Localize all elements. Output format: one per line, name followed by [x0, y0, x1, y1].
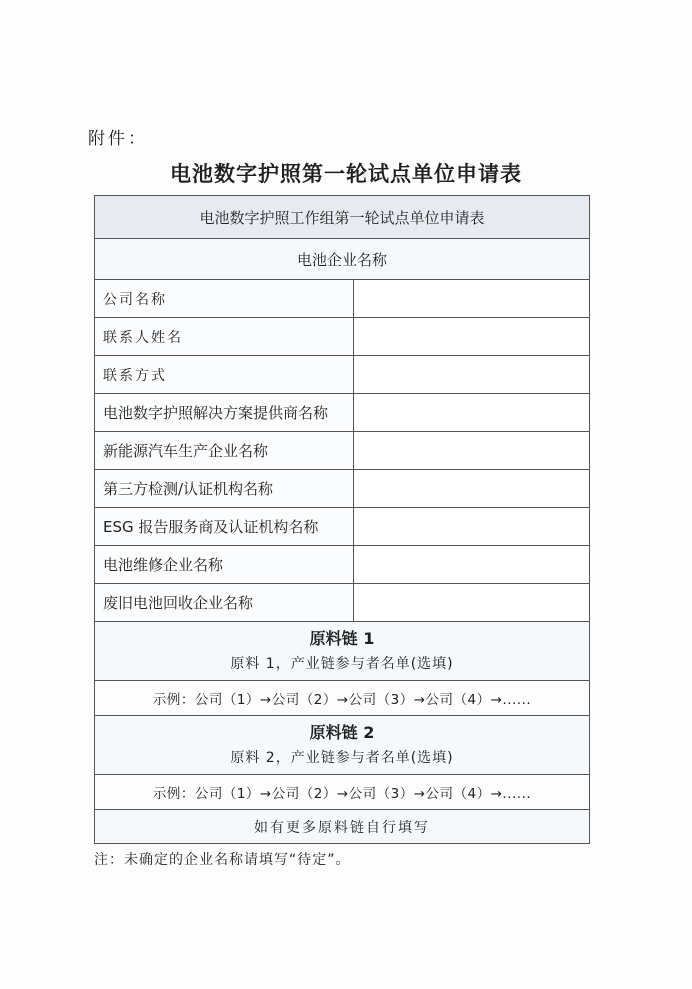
row-label-testing-body: 第三方检测/认证机构名称: [95, 470, 354, 508]
table-row: [95, 356, 590, 394]
material-chain-2-subtitle: 原料 2，产业链参与者名单(选填): [230, 750, 454, 766]
row-label-passport-provider: 电池数字护照解决方案提供商名称: [95, 394, 354, 432]
row-label-esg-provider: ESG 报告服务商及认证机构名称: [95, 508, 354, 546]
material-chain-2-example[interactable]: 示例：公司（1）→公司（2）→公司（3）→公司（4）→......: [95, 775, 590, 810]
contact-info-field[interactable]: [354, 356, 590, 394]
table-row: [95, 432, 590, 470]
footnote: 注：未确定的企业名称请填写“待定”。: [94, 852, 351, 868]
material-chain-1-example[interactable]: 示例：公司（1）→公司（2）→公司（3）→公司（4）→......: [95, 681, 590, 716]
material-chain-1: [95, 622, 590, 681]
material-chain-1-subtitle: 原料 1，产业链参与者名单(选填): [230, 656, 454, 672]
row-label-company-name: 公司名称: [95, 280, 354, 318]
table-row: [95, 546, 590, 584]
esg-provider-field[interactable]: [354, 508, 590, 546]
testing-body-field[interactable]: [354, 470, 590, 508]
company-name-field[interactable]: [354, 280, 590, 318]
row-label-nev-maker: 新能源汽车生产企业名称: [95, 432, 354, 470]
material-chain-1-title: 原料链 1: [309, 629, 375, 648]
section-battery-company: 电池企业名称: [95, 239, 590, 280]
attachment-label: 附件：: [88, 129, 148, 149]
more-chains-note: 如有更多原料链自行填写: [95, 810, 590, 844]
recycling-company-field[interactable]: [354, 584, 590, 622]
form-title: 电池数字护照第一轮试点单位申请表: [170, 161, 522, 186]
table-row: [95, 318, 590, 356]
contact-name-field[interactable]: [354, 318, 590, 356]
row-label-recycling-company: 废旧电池回收企业名称: [95, 584, 354, 622]
row-label-contact-name: 联系人姓名: [95, 318, 354, 356]
row-label-repair-company: 电池维修企业名称: [95, 546, 354, 584]
table-row: [95, 280, 590, 318]
material-chain-2-title: 原料链 2: [309, 723, 375, 742]
application-form-table: [94, 195, 590, 844]
material-chain-2: [95, 716, 590, 775]
nev-maker-field[interactable]: [354, 432, 590, 470]
row-label-contact-info: 联系方式: [95, 356, 354, 394]
repair-company-field[interactable]: [354, 546, 590, 584]
table-row: [95, 508, 590, 546]
table-row: [95, 394, 590, 432]
table-row: [95, 470, 590, 508]
table-row: [95, 584, 590, 622]
table-header: 电池数字护照工作组第一轮试点单位申请表: [95, 196, 590, 239]
passport-provider-field[interactable]: [354, 394, 590, 432]
